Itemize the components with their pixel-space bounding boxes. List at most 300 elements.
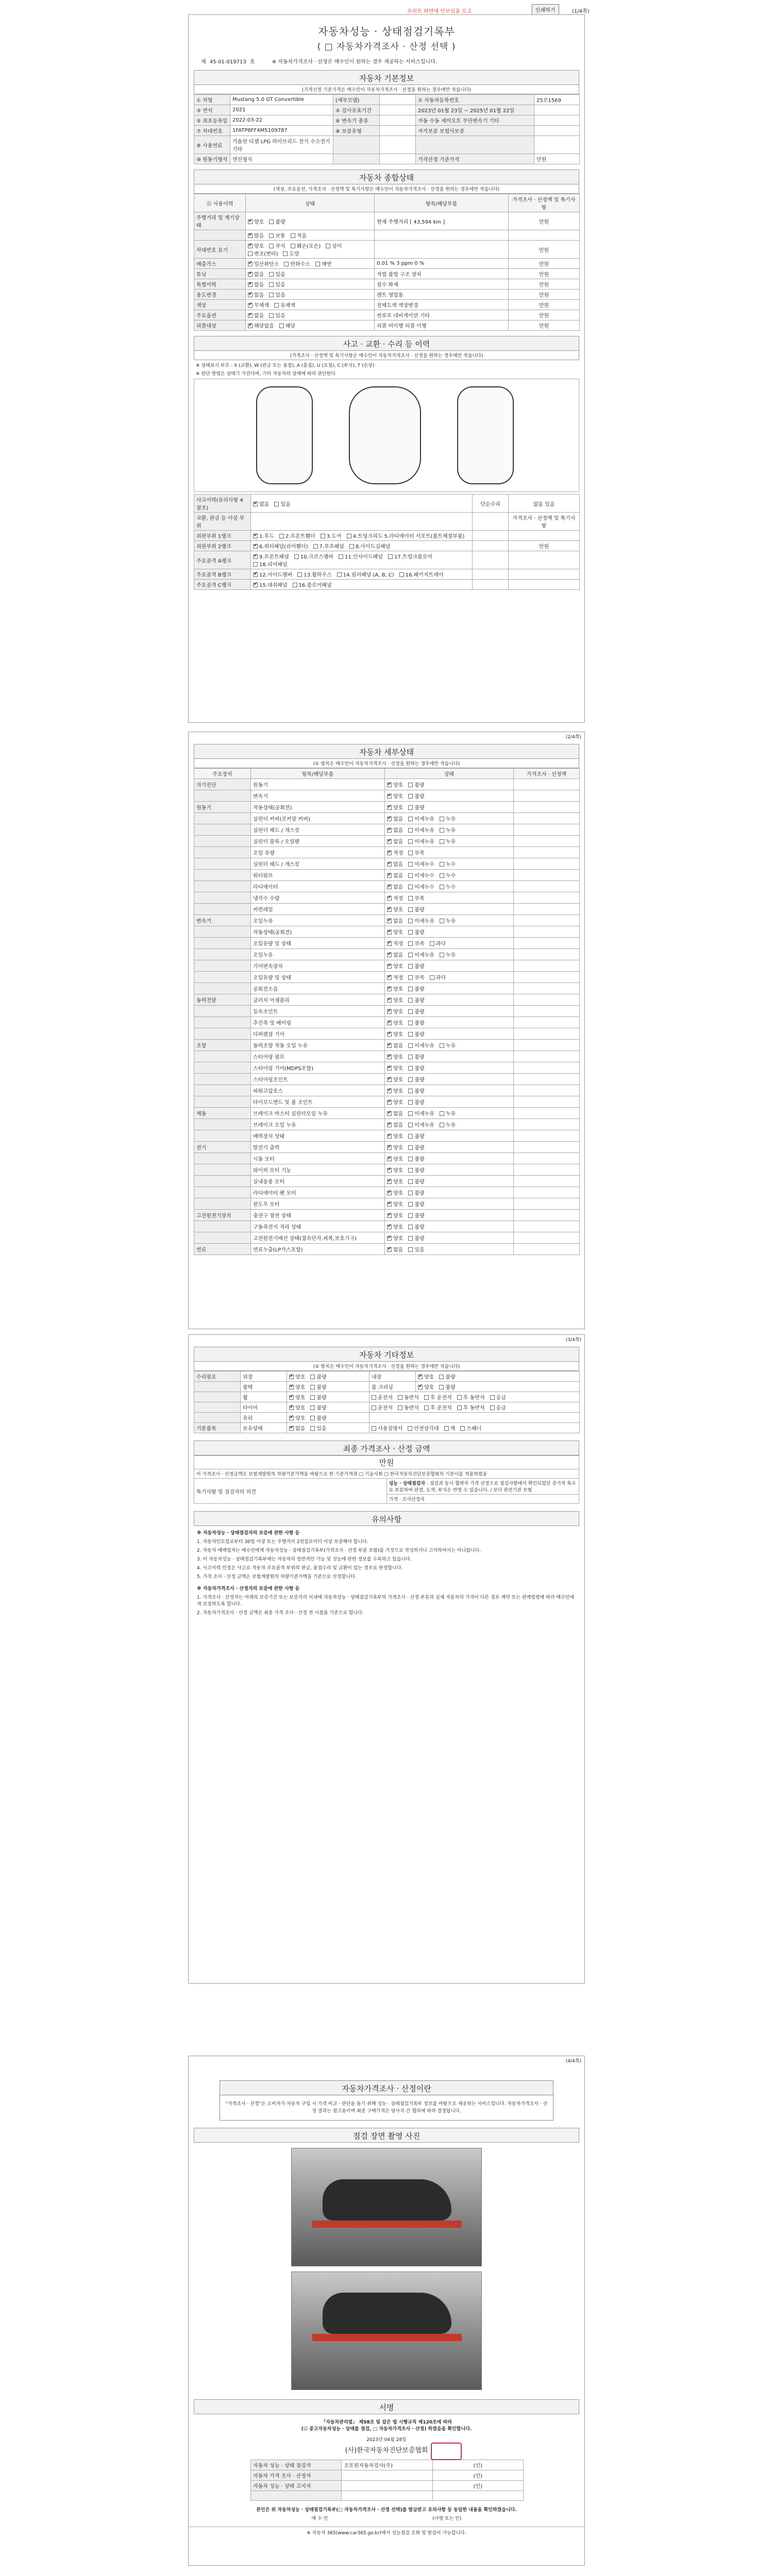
basic-row xyxy=(194,105,580,115)
detail-part: 오일누유 xyxy=(251,915,385,926)
checkbox-icon xyxy=(430,975,434,980)
accident-row xyxy=(194,569,580,580)
etc-extra xyxy=(369,1392,580,1402)
overall-detail: 침수 화재 xyxy=(375,279,509,290)
option-label: 있음 xyxy=(269,270,285,278)
checkbox-icon xyxy=(269,313,274,318)
checkbox-icon xyxy=(490,1395,495,1400)
checkbox-icon xyxy=(408,1123,413,1127)
checkbox-icon xyxy=(347,534,351,538)
option-label: 14.필러패널 (A, B, C) xyxy=(337,570,394,578)
checkbox-icon xyxy=(269,293,274,297)
checkbox-icon xyxy=(248,233,253,238)
checkbox-icon xyxy=(310,1385,315,1389)
detail-device: 변속기 xyxy=(194,915,251,926)
final-text: 이 가격조사 · 산정금액은 보험개발원의 차량기준가액을 바탕으로 한 기준가격과 □ 기술사회 □ 한국자동차진단보증협회의 기준서를 적용하였음 xyxy=(194,1469,579,1479)
detail-row xyxy=(194,1085,580,1096)
checkbox-icon xyxy=(387,953,392,957)
option-label: 불량 xyxy=(408,1189,424,1196)
option-label: 있음 xyxy=(408,1245,424,1253)
checkbox-icon xyxy=(279,324,284,328)
option-label: 적음 xyxy=(291,231,307,239)
print-button[interactable]: 인쇄하기 xyxy=(532,4,559,15)
detail-device xyxy=(194,858,251,870)
detail-row xyxy=(194,1017,580,1028)
overall-status xyxy=(246,279,375,290)
option-label: ✔ 없음 xyxy=(387,1121,403,1128)
option-label: ✔ 없음 xyxy=(289,1424,305,1432)
overall-item: 튜닝 xyxy=(194,269,246,279)
detail-status xyxy=(385,802,514,813)
sign-law-2: (☑ 중고자동차성능 · 상태를 점검, □ 자동차가격조사 · 산정) 하였음을 확인합니다. xyxy=(301,2427,472,2432)
option-label: 불량 xyxy=(408,985,424,992)
checkbox-icon xyxy=(339,554,343,559)
option-label: 운전석 xyxy=(372,1403,393,1411)
checkbox-icon xyxy=(408,873,413,878)
basic-cell xyxy=(380,105,416,115)
checkbox-icon xyxy=(349,544,354,549)
detail-price xyxy=(514,1232,580,1244)
checkbox-icon xyxy=(408,1032,413,1037)
detail-row xyxy=(194,1210,580,1221)
option-label: 미세누유 xyxy=(408,917,434,924)
etc-item: 광택 xyxy=(241,1382,287,1392)
overall-detail xyxy=(375,241,509,259)
detail-device xyxy=(194,892,251,904)
detail-part: 오일유량 및 상태 xyxy=(251,972,385,983)
option-label: ✔9.프론트패널 xyxy=(253,552,289,560)
sign-footer-row xyxy=(189,2515,584,2521)
detail-price xyxy=(514,779,580,790)
detail-status xyxy=(385,1187,514,1198)
detail-price xyxy=(514,790,580,802)
checkbox-icon xyxy=(408,1145,413,1150)
detail-device xyxy=(194,1096,251,1108)
option-label: 미세누유 xyxy=(408,1121,434,1128)
overall-status xyxy=(246,230,375,241)
detail-price xyxy=(514,1187,580,1198)
overall-detail: 썬루프 네비게이션 기타 xyxy=(375,310,509,320)
detail-status xyxy=(385,790,514,802)
service-box xyxy=(220,2080,553,2121)
car-top-view xyxy=(349,386,421,484)
option-label: 미세누유 xyxy=(408,826,434,834)
etc-row xyxy=(194,1371,580,1382)
sign-row xyxy=(251,2481,524,2491)
overall-status xyxy=(246,320,375,331)
detail-part: 스티어링 펌프 xyxy=(251,1051,385,1062)
checkbox-icon xyxy=(408,1426,412,1431)
detail-status xyxy=(385,1017,514,1028)
etc-status xyxy=(287,1371,369,1382)
checkbox-icon xyxy=(408,1168,413,1173)
checkbox-icon xyxy=(274,502,279,506)
detail-row xyxy=(194,1108,580,1119)
option-label: 불량 xyxy=(408,1132,424,1140)
overall-item: 주요옵션 xyxy=(194,310,246,320)
detail-row xyxy=(194,790,580,802)
checkbox-icon xyxy=(297,572,302,577)
option-label: 3.도어 xyxy=(321,532,342,539)
page-4 xyxy=(188,2056,585,2566)
basic-cell xyxy=(416,136,534,154)
detail-part: 충전구 절연 상태 xyxy=(251,1210,385,1221)
sign-role: 자동차 성능 · 상태 점검자 xyxy=(251,2460,342,2470)
detail-status xyxy=(385,1164,514,1176)
detail-price xyxy=(514,1017,580,1028)
caution-item: 3. 이 자동차성능 · 상태점검기록부에는 자동차의 일반적인 기능 및 성능에 관한 정보를 수록하고 있습니다. xyxy=(197,1557,412,1562)
option-label: 불량 xyxy=(310,1393,326,1401)
checkbox-icon xyxy=(289,1416,294,1420)
checkbox-icon xyxy=(310,1416,315,1420)
checkbox-icon xyxy=(408,930,413,935)
detail-part: 파워고압호스 xyxy=(251,1085,385,1096)
etc-table xyxy=(194,1371,580,1433)
detail-price xyxy=(514,1130,580,1142)
option-label: ✔ 양호 xyxy=(387,1211,403,1219)
option-label: 상이 xyxy=(326,242,342,249)
detail-part: 기어변속장치 xyxy=(251,960,385,972)
option-label: ✔ 양호 xyxy=(387,1064,403,1072)
option-label: 불량 xyxy=(439,1372,455,1380)
checkbox-icon xyxy=(387,1225,392,1229)
detail-status xyxy=(385,1232,514,1244)
detail-part: 등속조인트 xyxy=(251,1006,385,1017)
checkbox-icon xyxy=(440,1123,444,1127)
checkbox-icon xyxy=(291,233,295,238)
detail-price xyxy=(514,1153,580,1164)
option-label: ✔ 없음 xyxy=(387,815,403,822)
etc-status xyxy=(287,1382,369,1392)
option-label: ✔ 무채색 xyxy=(248,301,269,309)
detail-device: 동력전달 xyxy=(194,994,251,1006)
detail-price xyxy=(514,904,580,915)
checkbox-icon xyxy=(387,1213,392,1218)
option-label: 7.루프패널 xyxy=(313,542,344,550)
option-label: 불량 xyxy=(408,996,424,1004)
option-label: 누유 xyxy=(440,815,456,822)
checkbox-icon xyxy=(387,1066,392,1071)
sign-name xyxy=(342,2470,432,2481)
checkbox-icon xyxy=(387,783,392,787)
checkbox-icon xyxy=(387,919,392,923)
detail-status xyxy=(385,938,514,949)
basic-cell: ③ 연식 xyxy=(194,105,230,115)
sign-name xyxy=(342,2481,432,2491)
option-label: 보통 xyxy=(269,231,285,239)
detail-part: 공회전소음 xyxy=(251,983,385,994)
overall-price: 만원 xyxy=(509,310,580,320)
detail-row xyxy=(194,858,580,870)
option-label: 17.트렁크플로어 xyxy=(388,552,432,560)
photo-car-2 xyxy=(323,2293,451,2334)
overall-detail: 렌트 영업용 xyxy=(375,290,509,300)
cautions-intro: ※ 자동차성능 · 상태점검자의 보증에 관한 사항 등 xyxy=(197,1531,300,1536)
accident-row xyxy=(194,531,580,541)
checkbox-icon xyxy=(337,572,342,577)
detail-row xyxy=(194,983,580,994)
checkbox-icon xyxy=(408,1134,413,1139)
sign-company xyxy=(189,2445,584,2454)
detail-price xyxy=(514,915,580,926)
accident-item: 외판부위 1랭크 xyxy=(194,531,251,541)
detail-part: 작동상태(공회전) xyxy=(251,926,385,938)
basic-cell: 만원 xyxy=(534,154,580,164)
basic-cell xyxy=(534,126,580,136)
detail-device xyxy=(194,847,251,858)
overall-price: 만원 xyxy=(509,241,580,259)
option-label: 누수 xyxy=(440,871,456,879)
checkbox-icon xyxy=(248,244,253,248)
detail-part: 실린더 헤드 / 개스킷 xyxy=(251,858,385,870)
checkbox-icon xyxy=(387,1077,392,1082)
car-diagram xyxy=(194,379,579,492)
checkbox-icon xyxy=(313,544,318,549)
checkbox-icon xyxy=(457,1405,462,1410)
overall-table xyxy=(194,194,580,331)
overall-sub: (색상, 주요옵션, 가격조사 · 산정액 및 특기사항은 매수인이 자동차가격조사 · 산정을 원하는 경우에만 적습니다) xyxy=(194,184,579,194)
detail-price xyxy=(514,1119,580,1130)
etc-status xyxy=(287,1423,369,1433)
checkbox-icon xyxy=(408,805,413,810)
detail-row xyxy=(194,813,580,824)
option-label: 부족 xyxy=(408,973,424,981)
accident-extra xyxy=(473,513,509,531)
detail-device: 자기진단 xyxy=(194,779,251,790)
checkbox-icon xyxy=(387,805,392,810)
overall-price xyxy=(509,230,580,241)
option-label: 불량 xyxy=(439,1383,455,1391)
final-table xyxy=(194,1455,579,1504)
detail-device xyxy=(194,960,251,972)
opinion-role-1: 성능 · 상태점검자 xyxy=(389,1481,426,1486)
detail-price xyxy=(514,1142,580,1153)
checkbox-icon xyxy=(274,303,279,308)
sign-role xyxy=(251,2491,342,2501)
option-label: 있음 xyxy=(269,311,285,319)
basic-cell xyxy=(380,136,416,154)
option-label: 불량 xyxy=(408,1030,424,1038)
checkbox-icon xyxy=(440,1111,444,1116)
overall-detail: 0.01 % 3 ppm 0 % xyxy=(375,259,509,269)
page-indicator: (1/4쪽) xyxy=(572,9,590,14)
option-label: 부식 xyxy=(269,242,285,249)
checkbox-icon xyxy=(315,262,320,266)
overall-row xyxy=(194,279,580,290)
option-label: ✔ 양호 xyxy=(387,985,403,992)
checkbox-icon xyxy=(253,502,258,506)
checkbox-icon xyxy=(248,293,253,297)
checkbox-icon xyxy=(253,562,258,567)
option-label: 불량 xyxy=(408,1223,424,1230)
detail-status xyxy=(385,1085,514,1096)
option-label: 훼손(오손) xyxy=(291,242,321,249)
detail-part: 오일 유량 xyxy=(251,847,385,858)
option-label: ✔ 없음 xyxy=(248,280,264,288)
option-label: ✔ 양호 xyxy=(387,1177,403,1185)
detail-device xyxy=(194,1028,251,1040)
caution-item: 4. 사고이력 인정은 사고로 자동차 주요골격 부위의 판금, 용접수리 및 교환이 있는 경우로 한정합니다. xyxy=(197,1566,403,1571)
detail-price xyxy=(514,1051,580,1062)
checkbox-icon xyxy=(387,1247,392,1252)
etc-row xyxy=(194,1423,580,1433)
option-label: 불량 xyxy=(310,1403,326,1411)
checkbox-icon xyxy=(387,1191,392,1195)
detail-row xyxy=(194,994,580,1006)
detail-row xyxy=(194,1130,580,1142)
checkbox-icon xyxy=(269,233,274,238)
overall-price: 만원 xyxy=(509,259,580,269)
detail-col-0: 주요장치 xyxy=(194,769,251,779)
checkbox-icon xyxy=(387,930,392,935)
option-label: ✔ 양호 xyxy=(418,1383,434,1391)
detail-part: 추진축 및 베어링 xyxy=(251,1017,385,1028)
detail-device xyxy=(194,983,251,994)
checkbox-icon xyxy=(387,873,392,878)
etc-extra xyxy=(369,1402,580,1413)
option-label: ✔양호 xyxy=(248,242,264,249)
detail-row xyxy=(194,1198,580,1210)
checkbox-icon xyxy=(424,1395,429,1400)
detail-status xyxy=(385,972,514,983)
detail-price xyxy=(514,1028,580,1040)
sign-head: 서명 xyxy=(194,2399,579,2414)
detail-device xyxy=(194,813,251,824)
detail-row xyxy=(194,1062,580,1074)
option-label: 응급 xyxy=(490,1403,506,1411)
basic-head: 자동차 기본정보 xyxy=(194,70,579,85)
accident-price: 없음 있음 xyxy=(509,495,580,513)
detail-price xyxy=(514,1040,580,1051)
detail-price xyxy=(514,1198,580,1210)
detail-status xyxy=(385,1130,514,1142)
detail-price xyxy=(514,1085,580,1096)
detail-device: 제동 xyxy=(194,1108,251,1119)
checkbox-icon xyxy=(408,1111,413,1116)
checkbox-icon xyxy=(248,282,253,287)
option-label: ✔ 없음 xyxy=(387,837,403,845)
detail-part: 실린더 헤드 / 개스킷 xyxy=(251,824,385,836)
checkbox-icon xyxy=(408,1213,413,1218)
option-label: 불량 xyxy=(408,1155,424,1162)
detail-part: 실린더 커버(로커암 커버) xyxy=(251,813,385,824)
checkbox-icon xyxy=(387,828,392,833)
checkbox-icon xyxy=(399,572,404,577)
accident-extra xyxy=(473,541,509,551)
detail-price xyxy=(514,870,580,881)
overall-row xyxy=(194,259,580,269)
option-label: ✔ 양호 xyxy=(387,1030,403,1038)
etc-status xyxy=(287,1413,369,1423)
sign-table xyxy=(250,2460,524,2501)
checkbox-icon xyxy=(326,244,330,248)
checkbox-icon xyxy=(372,1395,376,1400)
basic-cell: 엔진형식 xyxy=(230,154,333,164)
checkbox-icon xyxy=(408,783,413,787)
detail-price xyxy=(514,960,580,972)
overall-price: 만원 xyxy=(509,212,580,230)
checkbox-icon xyxy=(408,1077,413,1082)
detail-status xyxy=(385,870,514,881)
detail-row xyxy=(194,1153,580,1164)
detail-row xyxy=(194,1232,580,1244)
detail-part: 작동상태(공회전) xyxy=(251,802,385,813)
basic-cell: 2022-03-22 xyxy=(230,115,333,126)
caution-item: 5. 가격 조사 · 산정 금액은 보험개발원의 차량기준가액을 기준으로 산정합니다. xyxy=(197,1574,357,1580)
opinion-role-2: 가격 · 조사산정자 xyxy=(386,1495,579,1504)
option-label: ✔ 없음 xyxy=(248,311,264,319)
option-label: ✔ 없음 xyxy=(387,826,403,834)
service-head: 자동차가격조사 · 산정이란 xyxy=(220,2081,553,2095)
checkbox-icon xyxy=(387,1089,392,1093)
detail-price xyxy=(514,1164,580,1176)
checkbox-icon xyxy=(444,1426,449,1431)
checkbox-icon xyxy=(387,885,392,889)
detail-part: 원동기 xyxy=(251,779,385,790)
checkbox-icon xyxy=(253,544,258,549)
accident-item: 주요골격 A랭크 xyxy=(194,551,251,569)
basic-cell: ⑦ 차대번호 xyxy=(194,126,230,136)
doc-no-label: 제 xyxy=(201,59,206,65)
basic-row xyxy=(194,95,580,105)
overall-price: 만원 xyxy=(509,290,580,300)
detail-device xyxy=(194,1221,251,1232)
checkbox-icon xyxy=(387,998,392,1003)
checkbox-icon xyxy=(269,244,274,248)
overall-row xyxy=(194,310,580,320)
accident-price xyxy=(509,531,580,541)
page-4-label: (4/4쪽) xyxy=(565,2059,581,2064)
detail-price xyxy=(514,926,580,938)
accident-price xyxy=(509,551,580,569)
detail-device: 원동기 xyxy=(194,802,251,813)
accident-extra xyxy=(473,551,509,569)
detail-device xyxy=(194,881,251,892)
checkbox-icon xyxy=(408,1225,413,1229)
detail-device: 조향 xyxy=(194,1040,251,1051)
page-1 xyxy=(188,14,585,723)
detail-price xyxy=(514,847,580,858)
overall-row xyxy=(194,269,580,279)
accident-legend: ※ 상태표시 부호 : X (교환), W (판금 또는 용접), A (흠집), U (요철), C (부식), T (손상) xyxy=(196,363,375,368)
basic-cell xyxy=(534,136,580,154)
detail-status xyxy=(385,1074,514,1085)
option-label: 누유 xyxy=(440,1041,456,1049)
checkbox-icon xyxy=(408,794,413,799)
option-label: ✔양호 xyxy=(248,217,264,225)
option-label: 사용설명서 xyxy=(372,1424,402,1432)
option-label: ✔ 없음 xyxy=(387,951,403,958)
overall-item: 주행거리 및 계기상태 xyxy=(194,212,246,230)
accident-item: 사고이력(유의사항 4 참조) xyxy=(194,495,251,513)
checkbox-icon xyxy=(408,1191,413,1195)
basic-cell: 가격산정 기준가격 xyxy=(416,154,534,164)
checkbox-icon xyxy=(387,851,392,855)
checkbox-icon xyxy=(310,1405,315,1410)
option-label: 불량 xyxy=(408,781,424,788)
checkbox-icon xyxy=(387,964,392,969)
detail-part: 실린더 블록 / 오일팬 xyxy=(251,836,385,847)
option-label: 불량 xyxy=(408,803,424,811)
detail-device xyxy=(194,1232,251,1244)
etc-item: 타이어 xyxy=(241,1402,287,1413)
detail-status xyxy=(385,1153,514,1164)
detail-row xyxy=(194,1221,580,1232)
checkbox-icon xyxy=(408,1100,413,1105)
detail-row xyxy=(194,802,580,813)
detail-col-3: 가격조사 · 산정액 xyxy=(514,769,580,779)
option-label: ✔ 없음 xyxy=(248,291,264,298)
